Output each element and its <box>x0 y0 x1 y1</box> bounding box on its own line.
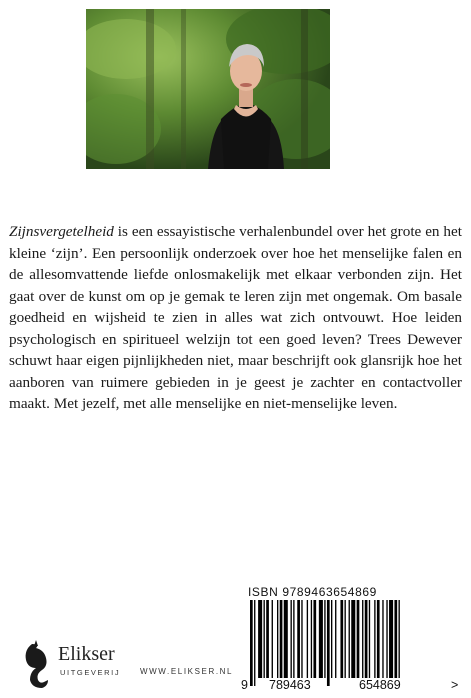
back-cover-blurb <box>9 221 462 415</box>
publisher-name: Elikser <box>58 643 115 665</box>
barcode-right-digits: 654869 <box>359 678 401 692</box>
author-photo <box>86 9 330 169</box>
barcode <box>238 600 464 690</box>
barcode-left-digits: 789463 <box>269 678 311 692</box>
isbn-label: ISBN 9789463654869 <box>248 585 377 599</box>
barcode-arrow: > <box>451 678 459 692</box>
blurb-text: is een essayistische verhalenbundel over het grote en het kleine ‘zijn’. Een persoonlijk onderzoek over hoe het menselijke falen en de allesomvattende liefde onlosmakelijk met elkaar verbonden zijn. Het gaat over de kunst om op je gemak te leren zijn met ongemak. Om basale goedheid en wijsheid te zien in alles wat zich ontvouwt. Hoe leiden psychologisch en spiritueel welzijn tot een goed leven? Trees Dewever schuwt haar eigen pijnlijkheden niet, maar beschrijft ook glansrijk hoe het aanboren van ruimere gebieden in je geest je zachter en contactvoller maakt. Met jezelf, met alle menselijke en niet-menselijke leven. <box>9 223 462 412</box>
book-title: Zijnsvergetelheid <box>9 223 114 240</box>
publisher-subtitle: UITGEVERIJ <box>60 668 121 677</box>
barcode-first-digit: 9 <box>241 678 248 692</box>
publisher-website: WWW.ELIKSER.NL <box>140 667 234 676</box>
